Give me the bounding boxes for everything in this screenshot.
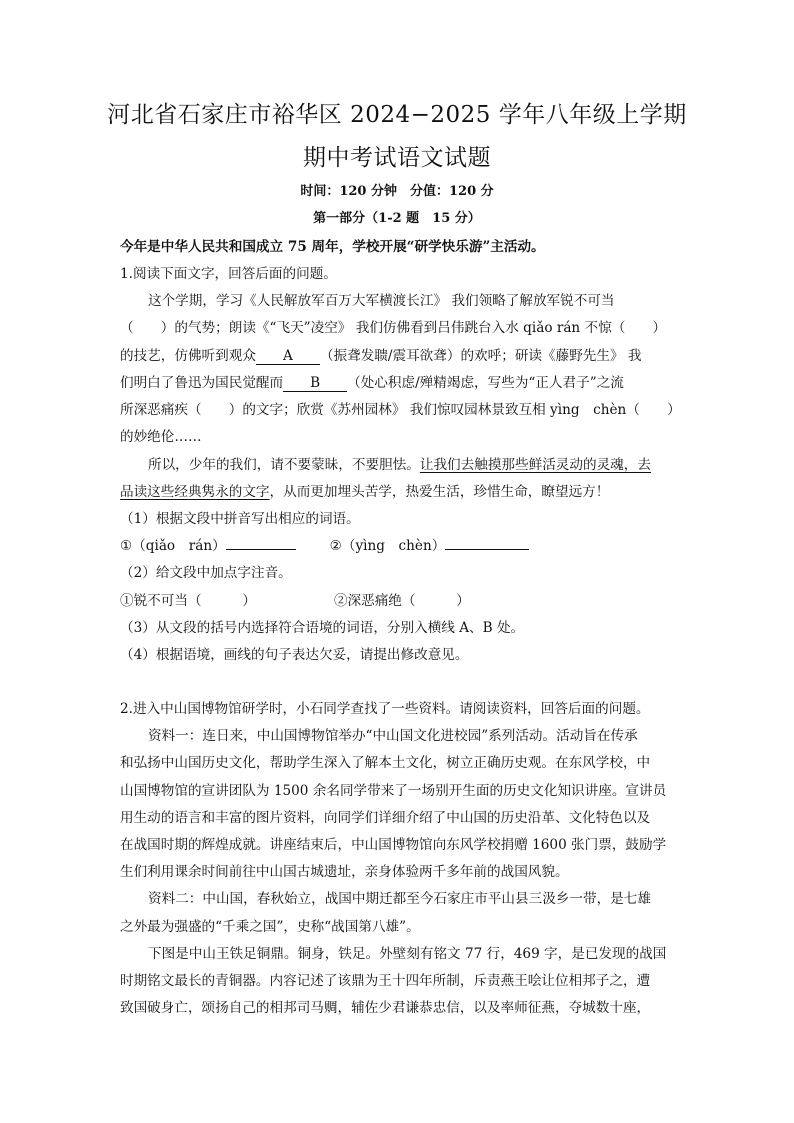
q1-para2-line-1 xyxy=(148,453,651,473)
q1-passage-line-4b: （处心积虑/殚精竭虑，写些为“正人君子”之流 xyxy=(347,375,624,391)
pinyin-b-label: ②（yìng chèn） xyxy=(329,538,446,554)
underlined-sentence-part-2: 品读这些经典隽永的文字 xyxy=(120,484,270,500)
q2-material2-line-1: 资料二：中山国，春秋始立，战国中期迁都至今石家庄市平山县三汲乡一带，是七雄 xyxy=(148,891,651,907)
q1-passage-line-5: 所深恶痛疾（ ）的文字；欣赏《苏州园林》 我们惊叹园林景致互相 yìng chèn（ ） xyxy=(120,402,681,418)
q2-material1-line-3: 山国博物馆的宣讲团队为 1500 余名同学带来了一场别开生面的历史文化知识讲座。宣讲员 xyxy=(120,783,667,799)
pinyin-a-answer[interactable] xyxy=(226,534,296,550)
q1-para2-rest: ，从而更加埋头苦学，热爱生活，珍惜生命，瞭望远方！ xyxy=(269,484,610,500)
q1-passage-line-2: （ ）的气势；朗读《“飞天”凌空》 我们仿佛看到吕伟跳台入水 qiǎo rán 不惊（ ） xyxy=(120,320,667,336)
blank-b[interactable]: B xyxy=(283,376,347,392)
sub-question-1: （1）根据文段中拼音写出相应的词语。 xyxy=(120,511,360,527)
q1-passage-line-4a: 们明白了鲁迅为国民觉醒而 xyxy=(120,375,284,391)
intro-text: 今年是中华人民共和国成立 75 周年，学校开展“研学快乐游”主活动。 xyxy=(120,239,545,255)
part-heading: 第一部分（1-2 题 15 分） xyxy=(313,211,481,226)
phonetic-a[interactable]: ①锐不可当（ ） xyxy=(120,593,256,609)
q1-passage-line-6: 的妙绝伦…… xyxy=(120,429,202,445)
phonetic-b[interactable]: ②深恶痛绝（ ） xyxy=(333,593,470,609)
q1-passage-line-4 xyxy=(120,371,624,392)
q1-passage-line-1: 这个学期，学习《人民解放军百万大军横渡长江》 我们领略了解放军锐不可当 xyxy=(148,293,615,309)
q1-passage-line-3a: 的技艺，仿佛听到观众 xyxy=(120,348,256,364)
title-line-2: 期中考试语文试题 xyxy=(303,145,491,171)
sub-question-3: （3）从文段的括号内选择符合语境的词语，分别入横线 A、B 处。 xyxy=(120,620,525,636)
q2-material3-line-2: 时期铭文最长的青铜器。内容记述了该鼎为王十四年所制，斥责燕王哙让位相邦子之，遭 xyxy=(120,973,651,989)
q2-material1-line-4: 用生动的语言和丰富的图片资料，向同学们详细介绍了中山国的历史沿革、文化特色以及 xyxy=(120,810,651,826)
q2-material1-line-6: 生们利用课余时间前往中山国古城遗址，亲身体验两千多年前的战国风貌。 xyxy=(120,864,569,880)
title-line-1: 河北省石家庄市裕华区 2024−2025 学年八年级上学期 xyxy=(107,102,687,128)
q1-passage-line-3 xyxy=(120,344,642,365)
q1-para2-text: 所以，少年的我们，请不要蒙昧，不要胆怯。 xyxy=(148,457,420,473)
time-score: 时间：120 分钟 分值：120 分 xyxy=(300,184,494,199)
q2-material1-line-5: 在战国时期的辉煌成就。讲座结束后，中山国博物馆向东风学校捐赠 1600 张门票，鼓励学 xyxy=(120,837,667,853)
q2-material3-line-3: 致国破身亡，颂扬自己的相邦司马赒，辅佐少君谦恭忠信，以及率师征燕，夺城数十座， xyxy=(120,1000,651,1016)
q2-material1-line-2: 和弘扬中山国历史文化，帮助学生深入了解本土文化，树立正确历史观。在东风学校，中 xyxy=(120,755,651,771)
q1-passage-line-3b: （振聋发聩/震耳欲聋）的欢呼；研读《藤野先生》 我 xyxy=(319,348,642,364)
q2-material3-line-1: 下图是中山王铁足铜鼎。铜身，铁足。外壁刻有铭文 77 行，469 字，是已发现的战国 xyxy=(148,946,667,962)
q2-material2-line-2: 之外最为强盛的“千乘之国”，史称“战国第八雄”。 xyxy=(120,919,420,935)
sub-question-2-answers xyxy=(120,589,470,609)
pinyin-a-label: ①（qiǎo rán） xyxy=(120,538,226,554)
sub-question-2: （2）给文段中加点字注音。 xyxy=(120,565,292,581)
pinyin-b-answer[interactable] xyxy=(445,534,529,550)
sub-question-4: （4）根据语境，画线的句子表达欠妥，请提出修改意见。 xyxy=(120,647,469,663)
q2-material1-line-1: 资料一：连日来，中山国博物馆举办“中山国文化进校园”系列活动。活动旨在传承 xyxy=(148,728,638,744)
q1-stem: 1.阅读下面文字，回答后面的问题。 xyxy=(120,266,337,282)
blank-a[interactable]: A xyxy=(256,349,320,365)
underlined-sentence-part-1: 让我们去触摸那些鲜活灵动的灵魂，去 xyxy=(419,457,651,473)
q2-stem: 2.进入中山国博物馆研学时，小石同学查找了一些资料。请阅读资料，回答后面的问题。 xyxy=(120,701,650,717)
q1-para2-line-2 xyxy=(120,480,609,500)
sub-question-1-answers xyxy=(120,534,529,554)
